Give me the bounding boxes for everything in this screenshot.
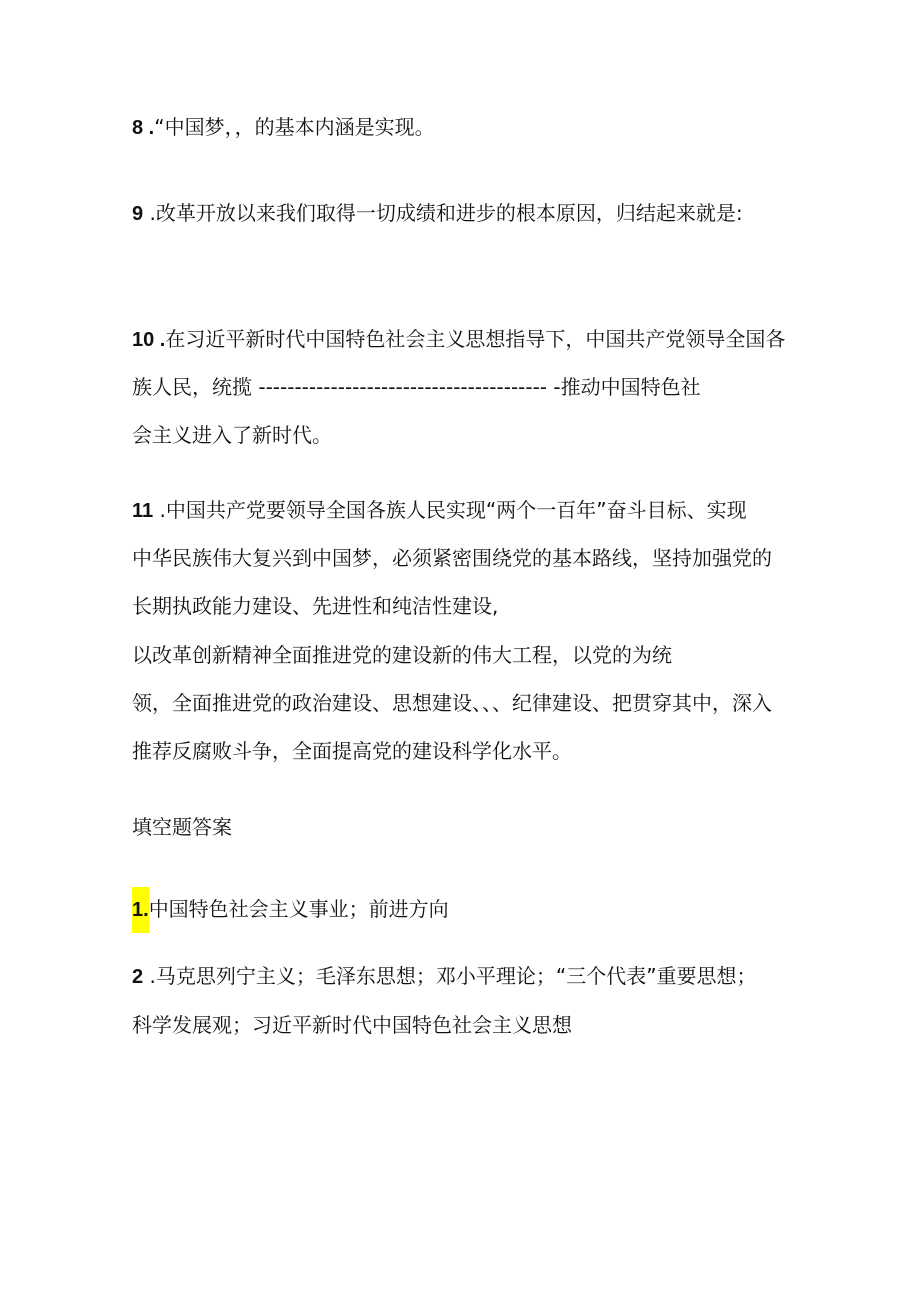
answer-1 (132, 887, 449, 933)
question-text: 长期执政能力建设、先进性和纯洁性建设, (132, 594, 499, 618)
answer-text: 中国特色社会主义事业；前进方向 (148, 897, 449, 921)
answers-heading (132, 814, 232, 840)
question-text: 会主义进入了新时代。 (132, 423, 332, 447)
question-number: 10 . (132, 329, 166, 351)
answer-text: .马克思列宁主义；毛泽东思想；邓小平理论；“三个代表”重要思想； (143, 964, 757, 988)
question-11-line-2 (132, 545, 772, 571)
question-number: 9 (132, 203, 144, 225)
question-text: 以改革创新精神全面推进党的建设新的伟大工程，以党的为统 (132, 643, 672, 667)
question-11-line-6 (132, 738, 572, 764)
answer-2-line-1 (132, 963, 757, 990)
answer-number: 2 (132, 966, 144, 988)
question-11-line-5 (132, 690, 772, 716)
question-9 (132, 200, 743, 227)
answer-number-highlight: 1. (132, 887, 149, 933)
question-text: .中国共产党要领导全国各族人民实现“两个一百年”奋斗目标、实现 (153, 498, 747, 522)
question-number: 11 (132, 500, 154, 522)
question-text: .改革开放以来我们取得一切成绩和进步的根本原因，归结起来就是: (143, 201, 743, 225)
section-title: 填空题答案 (132, 815, 232, 839)
question-10-line-2 (132, 374, 701, 400)
answer-2-line-2 (132, 1012, 572, 1038)
question-text: 在习近平新时代中国特色社会主义思想指导下，中国共产党领导全国各 (165, 327, 786, 351)
answer-text: 科学发展观；习近平新时代中国特色社会主义思想 (132, 1013, 572, 1037)
question-11-line-1 (132, 497, 747, 524)
question-text: 领，全面推进党的政治建设、思想建设、、、纪律建设、把贯穿其中，深入 (132, 691, 772, 715)
question-8 (132, 114, 435, 141)
question-text: 族人民，统揽 ---------------------------------------- -推动中国特色社 (132, 375, 701, 399)
question-text: 推荐反腐败斗争，全面提高党的建设科学化水平。 (132, 739, 572, 763)
question-number: 8 . (132, 117, 155, 139)
question-10-line-1 (132, 326, 785, 353)
question-text: “中国梦，，的基本内涵是实现。 (154, 115, 435, 139)
question-text: 中华民族伟大复兴到中国梦，必须紧密围绕党的基本路线，坚持加强党的 (132, 546, 772, 570)
question-11-line-4 (132, 642, 672, 668)
question-11-line-3 (132, 593, 498, 619)
question-10-line-3 (132, 422, 332, 448)
